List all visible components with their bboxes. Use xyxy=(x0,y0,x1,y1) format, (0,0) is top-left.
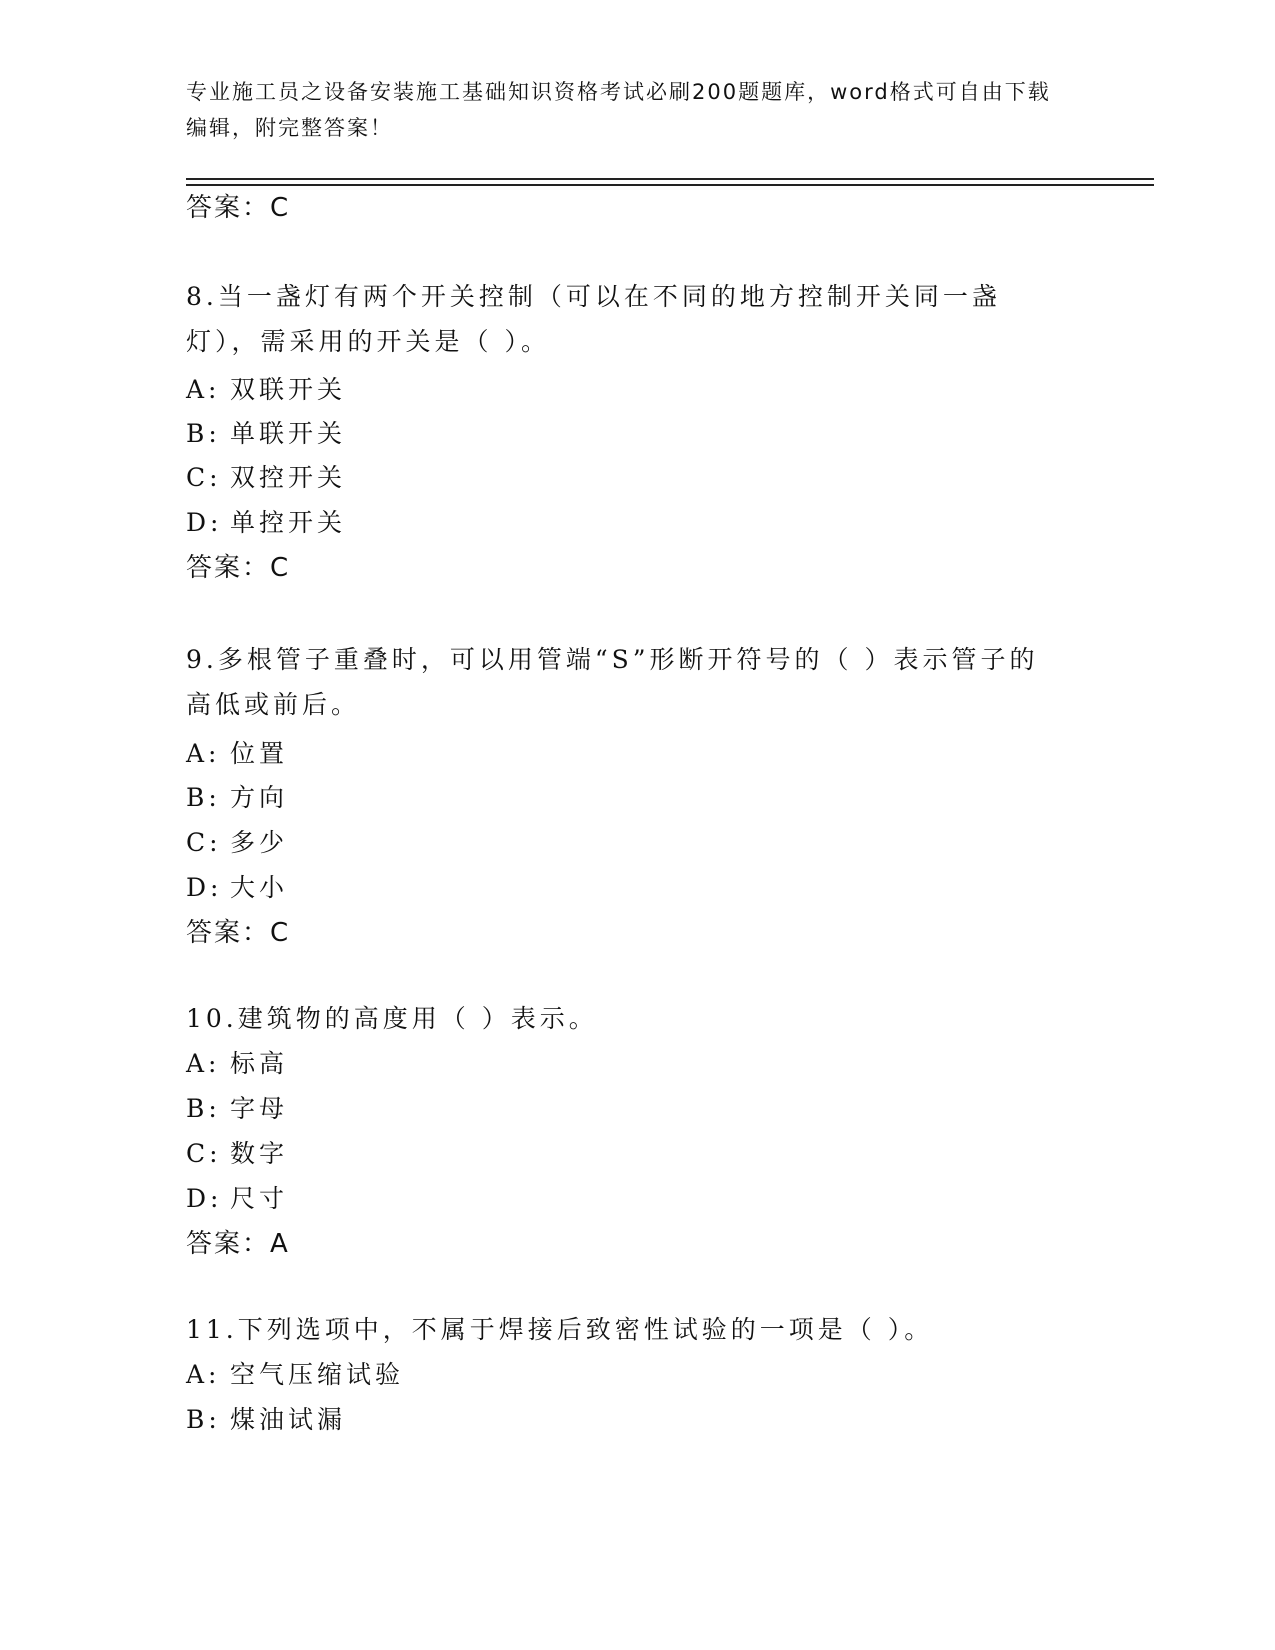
question-10-option-a xyxy=(186,1048,288,1080)
option-text: 单联开关 xyxy=(230,419,347,448)
question-8-text: 8.当一盏灯有两个开关控制（可以在不同的地方控制开关同一盏灯），需采用的开关是（ ）。 xyxy=(186,282,1001,356)
option-text: 大小 xyxy=(230,873,289,902)
question-9-option-c xyxy=(186,827,288,859)
option-key: C: xyxy=(186,1139,222,1168)
option-key: A: xyxy=(186,375,221,404)
option-text: 尺寸 xyxy=(230,1184,289,1213)
option-key: B: xyxy=(186,783,221,812)
question-9-option-d xyxy=(186,872,288,904)
question-9-option-a xyxy=(186,738,288,770)
option-key: C: xyxy=(186,463,222,492)
question-10-option-d xyxy=(186,1183,288,1215)
question-8-option-b xyxy=(186,418,346,450)
question-11-text: 11.下列选项中，不属于焊接后致密性试验的一项是（ ）。 xyxy=(186,1315,934,1344)
question-10-option-c xyxy=(186,1138,288,1170)
question-8-option-d xyxy=(186,507,346,539)
question-9-answer: 答案：C xyxy=(186,918,291,948)
question-10-text: 10.建筑物的高度用（ ）表示。 xyxy=(186,1004,598,1033)
option-text: 双控开关 xyxy=(230,463,347,492)
question-9-option-b xyxy=(186,782,288,814)
question-8-answer: 答案：C xyxy=(186,553,291,583)
option-text: 空气压缩试验 xyxy=(230,1360,405,1389)
option-text: 双联开关 xyxy=(230,375,347,404)
question-8-option-c xyxy=(186,462,346,494)
option-key: B: xyxy=(186,1405,221,1434)
option-text: 位置 xyxy=(230,739,289,768)
question-11-option-a xyxy=(186,1359,404,1391)
option-key: A: xyxy=(186,1360,221,1389)
option-key: A: xyxy=(186,1049,221,1078)
option-key: D: xyxy=(186,873,223,902)
option-key: D: xyxy=(186,1184,223,1213)
option-key: A: xyxy=(186,739,221,768)
question-10-answer: 答案：A xyxy=(186,1229,290,1259)
option-text: 方向 xyxy=(230,783,289,812)
option-key: D: xyxy=(186,508,223,537)
header-rule-bottom xyxy=(186,184,1154,186)
question-10-option-b xyxy=(186,1093,288,1125)
option-key: C: xyxy=(186,828,222,857)
option-key: B: xyxy=(186,419,221,448)
header-rule-top xyxy=(186,178,1154,180)
previous-answer: 答案：C xyxy=(186,193,291,223)
option-text: 单控开关 xyxy=(230,508,347,537)
question-11-option-b xyxy=(186,1404,346,1436)
question-9-text: 9.多根管子重叠时，可以用管端“S”形断开符号的（ ）表示管子的高低或前后。 xyxy=(186,645,1039,719)
page-header: 专业施工员之设备安装施工基础知识资格考试必刷200题题库，word格式可自由下载编辑，附完整答案！ xyxy=(186,80,1051,140)
option-key: B: xyxy=(186,1094,221,1123)
question-8-option-a xyxy=(186,374,346,406)
option-text: 数字 xyxy=(230,1139,289,1168)
option-text: 标高 xyxy=(230,1049,289,1078)
option-text: 字母 xyxy=(230,1094,289,1123)
option-text: 煤油试漏 xyxy=(230,1405,347,1434)
option-text: 多少 xyxy=(230,828,289,857)
